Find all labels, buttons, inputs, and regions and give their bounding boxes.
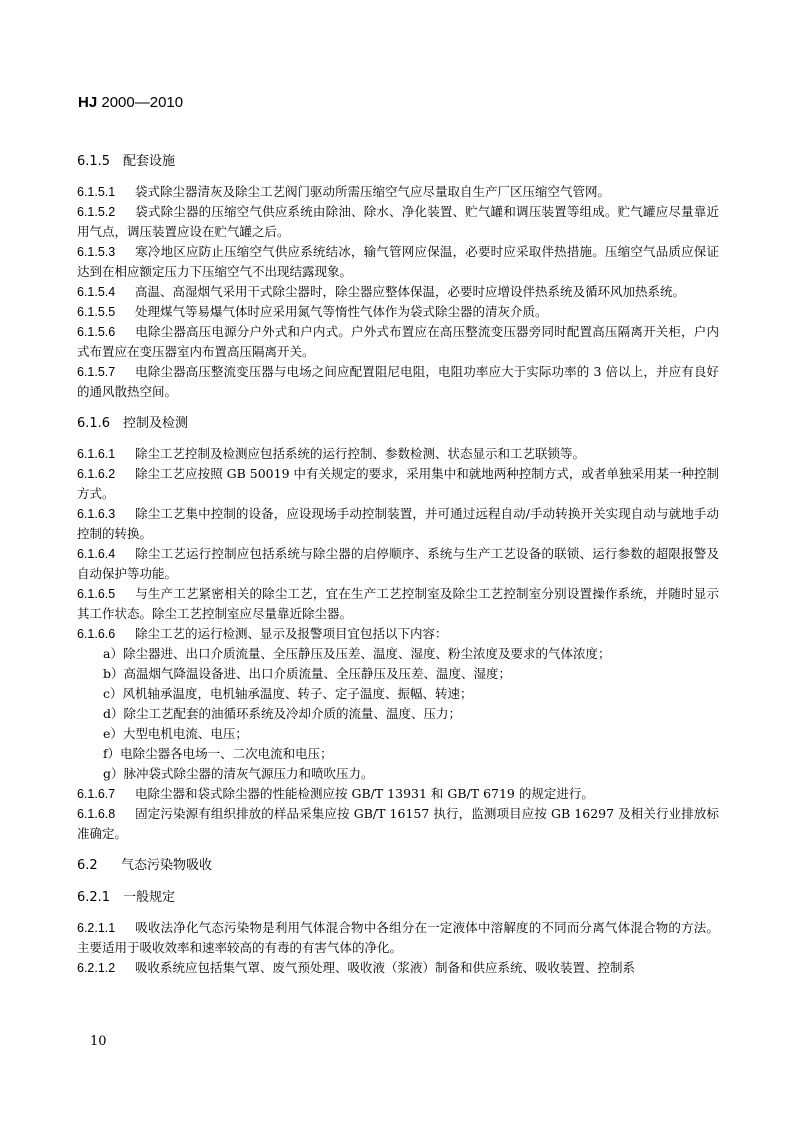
clause: 6.1.6.3 除尘工艺集中控制的设备，应设现场手动控制装置，并可通过远程自动/手动转换开关实现自动与就地手动控制的转换。 [77, 506, 719, 541]
clause: 6.1.6.6 除尘工艺的运行检测、显示及报警项目宜包括以下内容： [77, 626, 448, 641]
section-heading-6-2: 6.2 气态污染物吸收 [77, 858, 213, 873]
section-heading-6-2-1: 6.2.1 一般规定 [77, 890, 176, 905]
standard-code: HJ [78, 94, 98, 111]
clause: 6.1.5.7 电除尘器高压整流变压器与电场之间应配置阻尼电阻，电阻功率应大于实际功率的 3 倍以上，并应有良好的通风散热空间。 [77, 364, 719, 399]
clause: 6.1.5.3 寒冷地区应防止压缩空气供应系统结冰，输气管网应保温，必要时应采取伴热措施。压缩空气品质应保证达到在相应额定压力下压缩空气不出现结露现象。 [77, 244, 719, 279]
clause: 6.1.5.5 处理煤气等易爆气体时应采用氮气等惰性气体作为袋式除尘器的清灰介质。 [77, 304, 548, 319]
document-body [77, 140, 719, 978]
clause: 6.2.1.1 吸收法净化气态污染物是利用气体混合物中各组分在一定液体中溶解度的不同而分离气体混合物的方法。主要适用于吸收效率和速率较高的有毒的有害气体的净化。 [77, 920, 719, 955]
clause: 6.1.5.4 高温、高湿烟气采用干式除尘器时，除尘器应整体保温，必要时应增设伴热系统及循环风加热系统。 [77, 284, 686, 299]
clause: 6.1.6.4 除尘工艺运行控制应包括系统与除尘器的启停顺序、系统与生产工艺设备的联锁、运行参数的超限报警及自动保护等功能。 [77, 546, 719, 581]
list-item: f）电除尘器各电场一、二次电流和电压； [103, 746, 333, 761]
clause: 6.1.6.2 除尘工艺应按照 GB 50019 中有关规定的要求，采用集中和就地两种控制方式，或者单独采用某一种控制方式。 [77, 466, 719, 501]
clause: 6.1.5.2 袋式除尘器的压缩空气供应系统由除油、除水、净化装置、贮气罐和调压装置等组成。贮气罐应尽量靠近用气点，调压装置应设在贮气罐之后。 [77, 204, 719, 239]
page-header [78, 94, 183, 111]
list-item: c）风机轴承温度，电机轴承温度、转子、定子温度、振幅、转速； [103, 686, 473, 701]
clause: 6.1.6.1 除尘工艺控制及检测应包括系统的运行控制、参数检测、状态显示和工艺联锁等。 [77, 446, 586, 461]
section-heading-6-1-6: 6.1.6 控制及检测 [77, 416, 189, 431]
clause: 6.1.6.8 固定污染源有组织排放的样品采集应按 GB/T 16157 执行，监测项目应按 GB 16297 及相关行业排放标准确定。 [77, 806, 719, 841]
list-item: b）高温烟气降温设备进、出口介质流量、全压静压及压差、温度、湿度； [103, 666, 512, 681]
list-item: g）脉冲袋式除尘器的清灰气源压力和喷吹压力。 [103, 766, 374, 781]
clause: 6.1.6.5 与生产工艺紧密相关的除尘工艺，宜在生产工艺控制室及除尘工艺控制室分别设置操作系统，并随时显示其工作状态。除尘工艺控制室应尽量靠近除尘器。 [77, 586, 719, 621]
clause: 6.2.1.2 吸收系统应包括集气罩、废气预处理、吸收液（浆液）制备和供应系统、吸收装置、控制系 [77, 960, 636, 975]
standard-number: 2000—2010 [101, 94, 184, 111]
list-item: a）除尘器进、出口介质流量、全压静压及压差、温度、湿度、粉尘浓度及要求的气体浓度； [103, 646, 611, 661]
clause: 6.1.5.6 电除尘器高压电源分户外式和户内式。户外式布置应在高压整流变压器旁同时配置高压隔离开关柜，户内式布置应在变压器室内布置高压隔离开关。 [77, 324, 719, 359]
list-item: e）大型电机电流、电压； [103, 726, 248, 741]
list-item: d）除尘工艺配套的油循环系统及冷却介质的流量、温度、压力； [103, 706, 462, 721]
page-number: 10 [90, 1034, 107, 1049]
clause: 6.1.5.1 袋式除尘器清灰及除尘工艺阀门驱动所需压缩空气应尽量取自生产厂区压缩空气管网。 [77, 184, 611, 199]
section-heading-6-1-5: 6.1.5 配套设施 [77, 154, 176, 169]
clause: 6.1.6.7 电除尘器和袋式除尘器的性能检测应按 GB/T 13931 和 GB/T 6719 的规定进行。 [77, 786, 594, 801]
